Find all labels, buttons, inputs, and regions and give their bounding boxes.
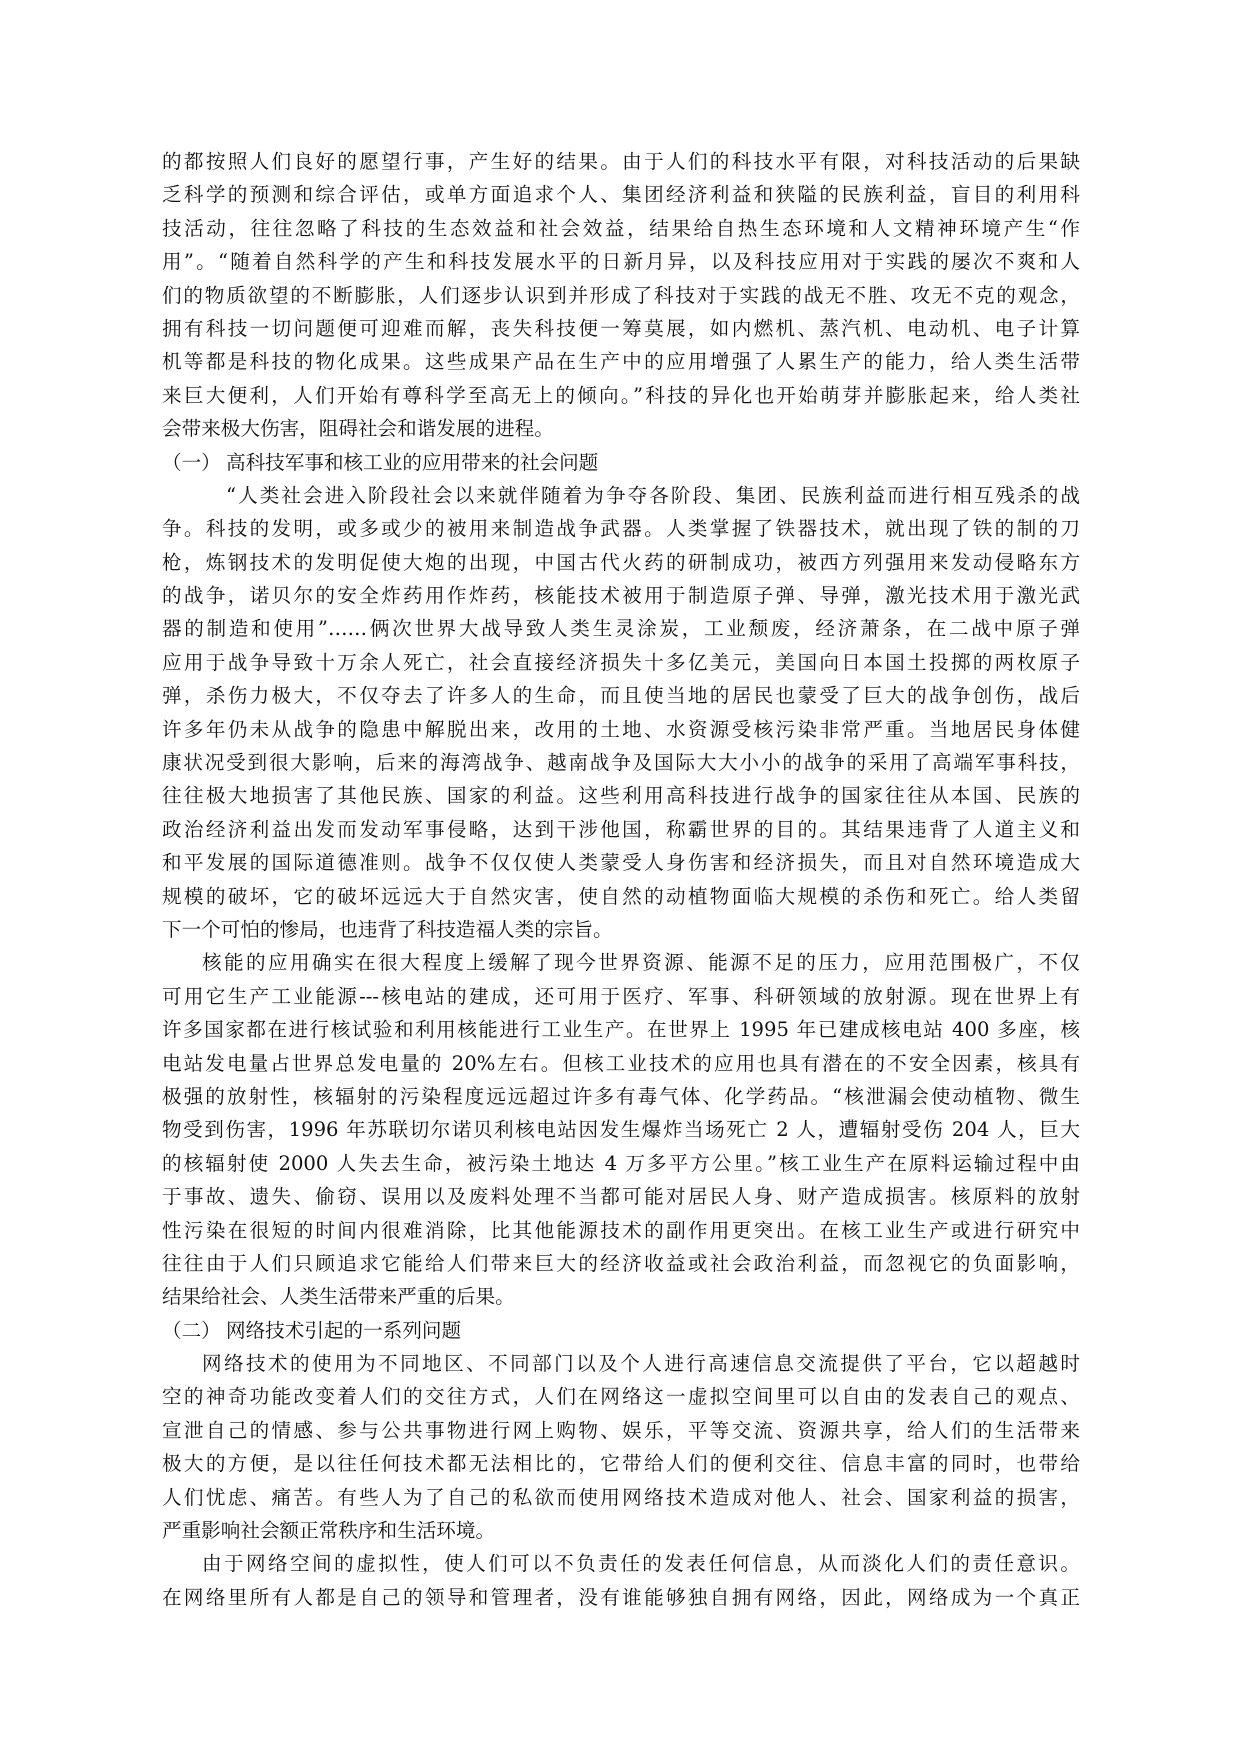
text-line: 应用于战争导致十万余人死亡，社会直接经济损失十多亿美元，美国向日本国土投掷的两枚原子 bbox=[162, 650, 1080, 674]
text-line: 往往由于人们只顾追求它能给人们带来巨大的经济收益或社会政治利益，而忽视它的负面影响， bbox=[162, 1251, 1080, 1275]
text-line: 技活动，往往忽略了科技的生态效益和社会效益，结果给自热生态环境和人文精神环境产生“作 bbox=[162, 216, 1080, 240]
text-line: 争。科技的发明，或多或少的被用来制造战争武器。人类掌握了铁器技术，就出现了铁的制的刀 bbox=[162, 517, 1080, 541]
text-line: 极大的方便，是以往任何技术都无法相比的，它带给人们的便利交往、信息丰富的同时，也带给 bbox=[162, 1452, 1080, 1476]
paragraph bbox=[162, 946, 1080, 1313]
text-line: 下一个可怕的惨局，也违背了科技造福人类的宗旨。 bbox=[162, 917, 613, 941]
text-line: 会带来极大伤害，阻碍社会和谐发展的进程。 bbox=[162, 417, 554, 441]
text-line: 来巨大便利，人们开始有尊科学至高无上的倾向。”科技的异化也开始萌芽并膨胀起来，给人类社 bbox=[162, 383, 1080, 407]
paragraph bbox=[162, 1347, 1080, 1547]
text-line: 性污染在很短的时间内很难消除，比其他能源技术的副作用更突出。在核工业生产或进行研究中 bbox=[162, 1218, 1080, 1242]
section-heading bbox=[162, 1314, 1080, 1347]
text-line: 在网络里所有人都是自己的领导和管理者，没有谁能够独自拥有网络，因此，网络成为一个真正 bbox=[162, 1585, 1080, 1609]
text-line: 的战争，诺贝尔的安全炸药用作炸药，核能技术被用于制造原子弹、导弹，激光技术用于激光武 bbox=[162, 584, 1080, 608]
text-line: 核能的应用确实在很大程度上缓解了现今世界资源、能源不足的压力，应用范围极广，不仅 bbox=[202, 951, 1080, 975]
text-line: 政治经济利益出发而发动军事侵略，达到干涉他国，称霸世界的目的。其结果违背了人道主义和 bbox=[162, 817, 1080, 841]
text-line: 网络技术的使用为不同地区、不同部门以及个人进行高速信息交流提供了平台，它以超越时 bbox=[202, 1352, 1080, 1376]
text-line: 拥有科技一切问题便可迎难而解，丧失科技便一筹莫展，如内燃机、蒸汽机、电动机、电子计算 bbox=[162, 316, 1080, 340]
text-line: 由于网络空间的虚拟性，使人们可以不负责任的发表任何信息，从而淡化人们的责任意识。 bbox=[202, 1552, 1080, 1576]
document-page bbox=[162, 145, 1080, 1614]
section-number: （二） bbox=[162, 1318, 221, 1342]
text-line: 许多国家都在进行核试验和利用核能进行工业生产。在世界上 1995 年已建成核电站 400 多座，核 bbox=[162, 1018, 1080, 1042]
text-line: “人类社会进入阶段社会以来就伴随着为争夺各阶段、集团、民族利益而进行相互残杀的战 bbox=[226, 483, 1080, 507]
text-line: 极强的放射性，核辐射的污染程度远远超过许多有毒气体、化学药品。“核泄漏会使动植物、微生 bbox=[162, 1084, 1080, 1108]
section-number: （一） bbox=[162, 450, 221, 474]
text-line: 可用它生产工业能源---核电站的建成，还可用于医疗、军事、科研领域的放射源。现在世界上有 bbox=[162, 984, 1080, 1008]
text-line: 严重影响社会额正常秩序和生活环境。 bbox=[162, 1519, 496, 1543]
section-title: 网络技术引起的一系列问题 bbox=[226, 1318, 462, 1342]
text-line: 用”。“随着自然科学的产生和科技发展水平的日新月异，以及科技应用对于实践的屡次不爽和人 bbox=[162, 250, 1080, 274]
text-line: 人们忧虑、痛苦。有些人为了自己的私欲而使用网络技术造成对他人、社会、国家利益的损害， bbox=[162, 1485, 1080, 1509]
text-line: 结果给社会、人类生活带来严重的后果。 bbox=[162, 1285, 515, 1309]
text-line: 弹，杀伤力极大，不仅夺去了许多人的生命，而且使当地的居民也蒙受了巨大的战争创伤，战后 bbox=[162, 684, 1080, 708]
text-line: 往往极大地损害了其他民族、国家的利益。这些利用高科技进行战争的国家往往从本国、民族的 bbox=[162, 784, 1080, 808]
text-line: 宣泄自己的情感、参与公共事物进行网上购物、娱乐，平等交流、资源共享，给人们的生活带来 bbox=[162, 1418, 1080, 1442]
text-line: 的核辐射使 2000 人失去生命，被污染土地达 4 万多平方公里。”核工业生产在原料运输过程中由 bbox=[162, 1151, 1080, 1175]
text-line: 和平发展的国际道德准则。战争不仅仅使人类蒙受人身伤害和经济损失，而且对自然环境造成大 bbox=[162, 851, 1080, 875]
paragraph bbox=[162, 1547, 1080, 1614]
text-line: 机等都是科技的物化成果。这些成果产品在生产中的应用增强了人累生产的能力，给人类生活带 bbox=[162, 350, 1080, 374]
text-line: 的都按照人们良好的愿望行事，产生好的结果。由于人们的科技水平有限，对科技活动的后果缺 bbox=[162, 150, 1080, 173]
section-heading bbox=[162, 446, 1080, 479]
text-line: 许多年仍未从战争的隐患中解脱出来，改用的土地、水资源受核污染非常严重。当地居民身体健 bbox=[162, 717, 1080, 741]
text-line: 规模的破坏，它的破坏远远大于自然灾害，使自然的动植物面临大规模的杀伤和死亡。给人类留 bbox=[162, 884, 1080, 908]
text-line: 物受到伤害，1996 年苏联切尔诺贝利核电站因发生爆炸当场死亡 2 人，遭辐射受伤 204 人，巨大 bbox=[162, 1118, 1080, 1142]
text-line: 空的神奇功能改变着人们的交往方式，人们在网络这一虚拟空间里可以自由的发表自己的观点、 bbox=[162, 1385, 1080, 1409]
text-line: 们的物质欲望的不断膨胀，人们逐步认识到并形成了科技对于实践的战无不胜、攻无不克的观念， bbox=[162, 283, 1080, 307]
paragraph bbox=[162, 145, 1080, 446]
text-line: 枪，炼钢技术的发明促使大炮的出现，中国古代火药的研制成功，被西方列强用来发动侵略东方 bbox=[162, 550, 1080, 574]
text-line: 乏科学的预测和综合评估，或单方面追求个人、集团经济利益和狭隘的民族利益，盲目的利用科 bbox=[162, 183, 1080, 207]
text-line: 康状况受到很大影响，后来的海湾战争、越南战争及国际大大小小的战争的采用了高端军事科技， bbox=[162, 751, 1080, 775]
text-line: 电站发电量占世界总发电量的 20%左右。但核工业技术的应用也具有潜在的不安全因素，核具有 bbox=[162, 1051, 1080, 1075]
paragraph bbox=[162, 479, 1080, 946]
text-line: 于事故、遗失、偷窃、误用以及废料处理不当都可能对居民人身、财产造成损害。核原料的放射 bbox=[162, 1185, 1080, 1209]
section-title: 高科技军事和核工业的应用带来的社会问题 bbox=[226, 450, 599, 474]
text-line: 器的制造和使用”……俩次世界大战导致人类生灵涂炭，工业颓废，经济萧条，在二战中原子弹 bbox=[162, 617, 1080, 641]
